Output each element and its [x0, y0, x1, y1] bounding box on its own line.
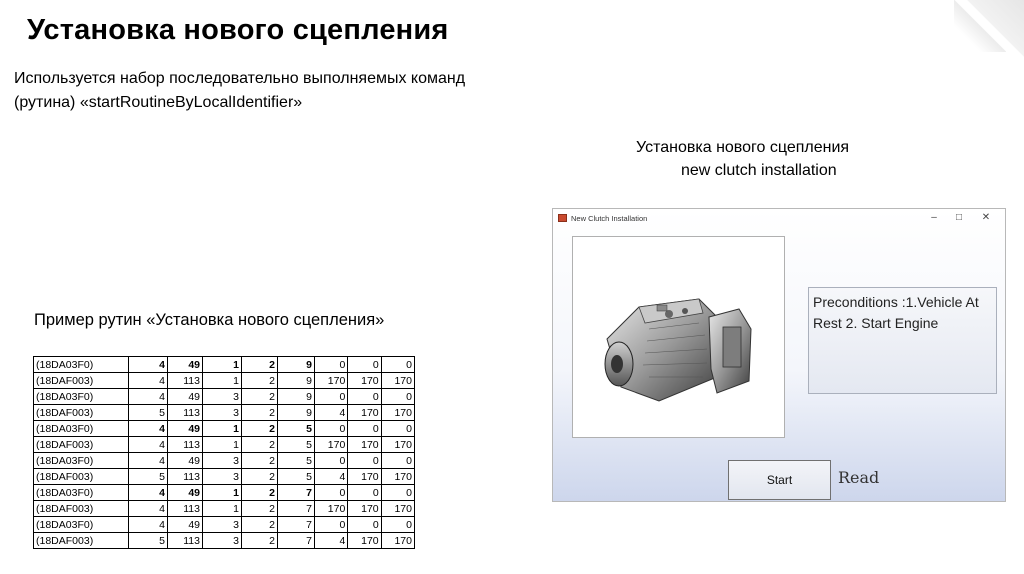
preconditions-panel: Preconditions :1.Vehicle At Rest 2. Start Engine: [808, 287, 997, 394]
table-cell: 5: [278, 469, 315, 485]
intro-text: Используется набор последовательно выполняемых команд (рутина) «startRoutineByLocalIdentifier»: [14, 70, 466, 111]
table-row: [34, 469, 415, 485]
table-cell: 7: [278, 533, 315, 549]
table-cell: 2: [242, 533, 278, 549]
table-cell: 2: [242, 437, 278, 453]
example-label: Пример рутин «Установка нового сцепления»: [34, 311, 385, 329]
table-cell: 49: [168, 389, 203, 405]
table-cell: 113: [168, 501, 203, 517]
table-cell: 170: [381, 373, 414, 389]
table-row: [34, 501, 415, 517]
table-cell-id: (18DAF003): [34, 533, 129, 549]
app-window-icon: [558, 214, 567, 222]
table-cell: 4: [129, 517, 168, 533]
table-cell: 170: [348, 437, 381, 453]
table-cell-id: (18DAF003): [34, 373, 129, 389]
table-cell: 7: [278, 517, 315, 533]
table-cell: 0: [381, 357, 414, 373]
table-cell: 49: [168, 485, 203, 501]
table-row: [34, 437, 415, 453]
window-titlebar[interactable]: [553, 209, 1005, 229]
table-cell: 9: [278, 405, 315, 421]
table-cell: 7: [278, 485, 315, 501]
table-cell: 9: [278, 357, 315, 373]
gearbox-picture: [599, 269, 759, 414]
table-row: [34, 405, 415, 421]
table-cell: 1: [203, 357, 242, 373]
table-row: [34, 389, 415, 405]
table-row: [34, 357, 415, 373]
table-cell: 9: [278, 389, 315, 405]
table-cell-id: (18DA03F0): [34, 421, 129, 437]
table-cell-id: (18DAF003): [34, 501, 129, 517]
table-cell: 1: [203, 485, 242, 501]
app-window: [552, 208, 1006, 502]
table-cell: 2: [242, 357, 278, 373]
table-cell: 0: [348, 517, 381, 533]
table-cell: 49: [168, 517, 203, 533]
table-cell: 1: [203, 421, 242, 437]
table-cell: 2: [242, 501, 278, 517]
table-cell-id: (18DA03F0): [34, 389, 129, 405]
status-text: Read: [838, 468, 880, 487]
table-cell: 0: [348, 357, 381, 373]
table-cell: 0: [381, 517, 414, 533]
table-cell: 170: [315, 437, 348, 453]
table-cell: 113: [168, 437, 203, 453]
table-cell: 3: [203, 453, 242, 469]
table-cell: 2: [242, 453, 278, 469]
table-cell: 4: [315, 405, 348, 421]
table-row: [34, 421, 415, 437]
table-cell: 5: [278, 453, 315, 469]
table-cell: 0: [348, 485, 381, 501]
table-row: [34, 533, 415, 549]
window-caption-en: new clutch installation: [681, 162, 837, 179]
table-cell: 4: [129, 389, 168, 405]
table-cell: 0: [381, 389, 414, 405]
table-cell: 3: [203, 405, 242, 421]
table-cell: 4: [129, 485, 168, 501]
table-cell: 1: [203, 501, 242, 517]
table-cell: 0: [315, 517, 348, 533]
table-cell: 2: [242, 405, 278, 421]
table-cell: 49: [168, 357, 203, 373]
table-cell: 0: [315, 389, 348, 405]
table-cell: 0: [315, 357, 348, 373]
table-cell: 7: [278, 501, 315, 517]
close-button[interactable]: ✕: [981, 212, 991, 223]
table-cell: 2: [242, 421, 278, 437]
table-cell: 3: [203, 533, 242, 549]
table-cell: 1: [203, 437, 242, 453]
table-cell: 0: [348, 421, 381, 437]
table-cell: 0: [381, 485, 414, 501]
slide-corner-decoration: [954, 0, 1024, 70]
table-cell: 170: [315, 501, 348, 517]
table-cell: 49: [168, 453, 203, 469]
table-cell: 0: [348, 453, 381, 469]
table-cell: 170: [381, 533, 414, 549]
window-caption-ru: Установка нового сцепления: [636, 139, 850, 156]
table-cell: 0: [348, 389, 381, 405]
table-cell: 4: [315, 533, 348, 549]
window-title: New Clutch Installation: [571, 214, 648, 223]
table-cell: 2: [242, 469, 278, 485]
table-cell: 170: [348, 405, 381, 421]
table-cell: 170: [381, 437, 414, 453]
table-cell: 113: [168, 469, 203, 485]
table-cell: 2: [242, 373, 278, 389]
table-cell: 3: [203, 517, 242, 533]
table-row: [34, 485, 415, 501]
table-cell: 0: [315, 453, 348, 469]
table-cell: 5: [278, 437, 315, 453]
table-cell-id: (18DAF003): [34, 437, 129, 453]
table-cell: 5: [278, 421, 315, 437]
table-cell: 2: [242, 389, 278, 405]
table-cell-id: (18DAF003): [34, 405, 129, 421]
table-cell: 170: [348, 469, 381, 485]
table-cell: 170: [348, 501, 381, 517]
table-cell: 4: [129, 357, 168, 373]
table-cell: 170: [381, 469, 414, 485]
table-row: [34, 373, 415, 389]
table-cell: 1: [203, 373, 242, 389]
table-cell: 113: [168, 533, 203, 549]
table-cell: 4: [129, 437, 168, 453]
table-cell: 0: [315, 485, 348, 501]
table-cell: 4: [129, 501, 168, 517]
table-cell: 2: [242, 485, 278, 501]
table-cell: 5: [129, 405, 168, 421]
start-button[interactable]: Start: [728, 460, 831, 500]
table-cell: 0: [381, 421, 414, 437]
table-row: [34, 453, 415, 469]
table-cell: 5: [129, 469, 168, 485]
table-cell: 4: [129, 373, 168, 389]
table-cell-id: (18DA03F0): [34, 517, 129, 533]
slide-title: Установка нового сцепления: [27, 14, 449, 46]
table-cell: 170: [381, 405, 414, 421]
table-cell: 113: [168, 405, 203, 421]
routines-table: [33, 356, 415, 549]
maximize-button[interactable]: □: [955, 212, 963, 223]
table-cell-id: (18DA03F0): [34, 485, 129, 501]
minimize-button[interactable]: –: [931, 212, 937, 223]
table-cell: 9: [278, 373, 315, 389]
table-cell-id: (18DAF003): [34, 469, 129, 485]
table-row: [34, 517, 415, 533]
table-cell: 49: [168, 421, 203, 437]
table-cell-id: (18DA03F0): [34, 453, 129, 469]
table-cell: 4: [129, 421, 168, 437]
table-cell: 5: [129, 533, 168, 549]
table-cell: 0: [315, 421, 348, 437]
table-cell: 170: [348, 373, 381, 389]
table-cell: 3: [203, 389, 242, 405]
table-cell: 113: [168, 373, 203, 389]
table-cell: 2: [242, 517, 278, 533]
gearbox-image-panel: [572, 236, 785, 438]
table-cell: 170: [381, 501, 414, 517]
table-cell: 170: [348, 533, 381, 549]
table-cell: 3: [203, 469, 242, 485]
table-cell: 4: [315, 469, 348, 485]
table-cell: 4: [129, 453, 168, 469]
table-cell: 170: [315, 373, 348, 389]
table-cell: 0: [381, 453, 414, 469]
table-cell-id: (18DA03F0): [34, 357, 129, 373]
